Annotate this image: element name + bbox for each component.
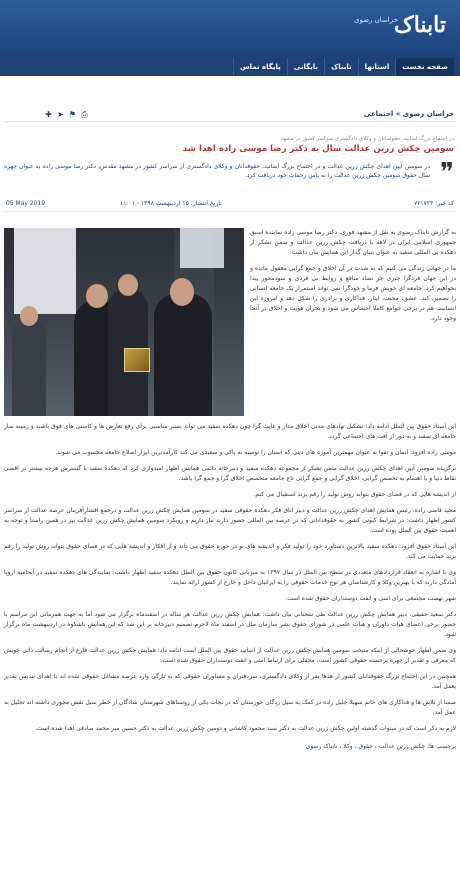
site-header — [0, 0, 460, 76]
publish-date-en: 05 May 2019 — [6, 200, 46, 207]
photo-person — [154, 294, 212, 416]
add-icon[interactable]: ✚ — [45, 110, 52, 119]
nav-item-home[interactable]: صفحه نخست — [395, 58, 454, 76]
lead-text: در سومین آیین اهدای چکش زرین عدالت و در اجتماع بزرگ اساتید، حقوقدانان و وکلای دادگستری از سراسر کشور در مشهد مقدس، دکتر رضا موسی زاده به عنوان چهره سال حقوق سومین چکش زرین عدالت را به پاس زحمات خود دریافت کرد. — [4, 163, 430, 179]
nav-item-provinces[interactable]: استانها — [358, 58, 396, 76]
photo-person — [12, 318, 46, 416]
logo-bar — [0, 0, 460, 58]
photo-backdrop — [14, 228, 76, 314]
golden-gavel-award — [124, 348, 150, 372]
main-content — [4, 100, 456, 752]
article-photo[interactable] — [4, 228, 244, 416]
paragraph: وی ضمن اظهار خوشحالی از اینکه منتخب سومین همایش چکش زرین عدالت از اساتید حقوق بین الملل است ادامه داد: همایش چکش زرین عدالت فارغ از انجام رسالت ذاتی خویش که معرفی و تقدیر از چهره برجسته حقوقی کشور است، محفلی برای ارتباط اسی و انقت دوستداران حقوق شده است. — [4, 647, 456, 664]
paragraph: موسی زاده افزود: ایمان و تقوا به عنوان مهمترین آموزه های دینی که انسان را توصیه به پاکی و سفیدی می کند کارآمدترین ابزار اصلاح جامعه محسوب می شوند. — [55, 449, 456, 456]
publish-date: تاریخ انتشار: ۱۵ اردیبهشت ۱۳۹۸ - ۱۱:۰۱ — [120, 200, 222, 207]
paragraph: همچنین در این اجتماع بزرگ حقوقدانان کشور از هدها نفر از وکلای دادگستری، سردفتران و مشاوران حقوقی که به تازگی وارد عرصه مشاغل حقوقی شده اند با اهدای تندیس تقدیر بعمل آمد. — [4, 673, 456, 690]
paragraph: از اندیشه هایی که در فضای حقوق بتواند روش تولید را رقم بزند استقبال می کنم. — [253, 491, 456, 498]
logo-main-text: تابناک — [394, 12, 446, 38]
breadcrumb[interactable]: خراسان رضوی » اجتماعی — [363, 110, 454, 118]
logo-sub-text: خراسان رضوی — [354, 16, 398, 24]
article-subhead: در اجتماع بزرگ اساتید، حقوقدانان و وکلای دادگستری سراسر کشور در مشهد — [280, 136, 454, 142]
paragraph: ضمنا از تلاش ها و فداکاری های خانم سهیلا جلیل زاده در کمک به سیل زدگان خوزستان که در نجات یکی از روستاهای شهرستان شادگان از خطر سیل نقش محوری داشته اند تجلیل به عمل آمد. — [4, 699, 456, 716]
telegram-icon[interactable]: ➤ — [57, 110, 64, 119]
paragraph: ما در جهانی زندگی می کنیم که به شدت در آن اخلاق و جمع گرایی مغفول مانده و در این جهان فردگرا چیزی جز تضاد منافع و روابط بی فردی و سودمحور پیدا نخواهیم کرد. جامعه ای خویش فرما و خودگرا نمی تواند استمرار یک جامعه انسانی را تضمین کند. عشق، محبت، ایثار، فداکاری و برادری را شکل دهد و امروزه این انسانیت هم در برخی جوامع کاملا احساس می شود و بحران هویت و اخلاق در آنجا وجود دارد. — [250, 265, 456, 322]
photo-person-head — [20, 306, 38, 326]
news-id: کد خبر: ۷۲۱۷۲۳ — [413, 200, 454, 207]
bookmark-icon[interactable]: ⚑ — [68, 110, 77, 119]
main-nav — [0, 58, 460, 76]
nav-item-archive[interactable]: بایگانی — [287, 58, 324, 76]
paragraph: به گزارش تابناک رضوی به نقل از مشهد فوری، دکتر رضا موسی زاده نماینده اسبق جمهوری اسلامی ایران در لاهه با دریافت چکش زرین عدالت و ضمن تشکر از دهکده بی المللی سفید به عنوان بنیان گذار این همایش بیان داشت: — [250, 229, 456, 256]
photo-person-head — [86, 284, 108, 308]
paragraph: وی با اشاره به انعقاد قراردادهای متعددی در سطح بین الملل در سال ۱۳۹۷ به میزبانی کانون حقوق بین الملل دهکده سفید اظهار داشت: نمایندگی های دهکده سفید در آنجامیه اروپا آمادگی دارند که با بهترین وکلا و کارشناسان هر نوع خدمات حقوقی را به ایرانیان داخل و خارج از کشور ارائه نمایند. — [4, 569, 457, 586]
paragraph: شهر نهضت مجتمعی برای اسی و انقت دوستداران حقوق شده است. — [285, 595, 456, 602]
photo-person-head — [170, 278, 194, 306]
quote-icon: ❞ — [440, 158, 454, 188]
article-tags[interactable]: برچسب ها: چکش زرین عدالت ، حقوق ، وکلا ، تابناک رضوی — [305, 743, 456, 750]
article-lead — [4, 158, 456, 188]
paragraph: برگزیده سومین آیین اهدای چکش زرین عدالت ضمن تشکر از مجموعه دهکده سفید و دبیرخانه دائمی همایش اظهار امیدواری کرد که دهکده سفید با گسترش هرچه بیشتر در اقصی نقاط دنیا و با اهتمام به تخصص گرایی، اخلاق گرایی و جمع گرایی تاج جامعه متخصص اخلاق گرا و جمع گرا باشد. — [4, 465, 456, 482]
article-tools — [44, 110, 89, 119]
text-beside-photo — [250, 228, 456, 416]
print-icon[interactable]: ⎙ — [81, 110, 88, 119]
article-body — [4, 228, 456, 752]
site-logo[interactable] — [354, 10, 446, 48]
paragraph: این استاد حقوق بین الملل ادامه داد: تشکیل نهادهای مدنی اخلاق مدار و غایت گرا چون دهکده سفید می تواند بستر مناسبی برای رفع تعارض ها و کاستی های فوق باشند و زمینه ساز جامعه ای سفید و به دور از آفت های اجتماعی گردد. — [4, 423, 456, 440]
paragraph: مجید قاضی زاده، رئیس همایش اهدای چکش زرین عدالت و دبیر اتاق فکر دهکده حقوقی سفید در سومین همایش چکش زرین عدالت و درجمع اقشارآفرینان عرصه عدالت از سراسر کشور اظهار داشت: در شرایط کنونی کشور به حقوقدانانی که در عرصه بین المللی حضور دارند نیاز داریم و رویکرد سومین همایش چکش زرین عدالت نیز در همین راستا و توجه به اهمیت حقوق بین الملل بوده است. — [4, 507, 456, 534]
nav-item-tabnak[interactable]: تابناک — [324, 58, 358, 76]
article-topline — [4, 100, 456, 122]
paragraph: این استاد حقوق افزود: دهکده سفید بالاترین دستاورد خود را تولید فکر و اندیشه های نو در حوزه حقوق می داند و از افکار و اندیشه هایی که در فضای حقوق بتواند روش تولید را رقم بزند حمایت می کند. — [4, 543, 456, 560]
nav-item-contact[interactable]: پایگاه تماس — [233, 58, 287, 76]
article-headline: سومین چکش زرین عدالت سال به دکتر رضا موسی زاده اهدا شد — [182, 144, 454, 154]
paragraph: دکتر سعید حقیقی، دبیر همایش چکش زرین عدالت طی سخنانی بیان داشت: همایش چکش زرین عدالت هر ساله در اسفندماه برگزار می شود اما به جهت همزمانی این مراسم با حضور برخی اعضای هیات داوران و هیات علمی در شورای حقوق بشر سازمان ملل در اسفند ماه لاجرم تصمیم دبیرخانه بر این شد که این همایش باشکوه در اردیبهشت ماه برگزار شود. — [4, 611, 456, 638]
photo-person-head — [118, 274, 138, 296]
paragraph: لازم به ذکر است که در سنوات گذشته اولین چکش زرین عدالت به دکتر سید محمود کاشانی و دومین چکش زرین عدالت به دکتر حسین میر محمد صادقی اهدا شده است. — [35, 725, 456, 732]
article-meta — [4, 200, 456, 212]
